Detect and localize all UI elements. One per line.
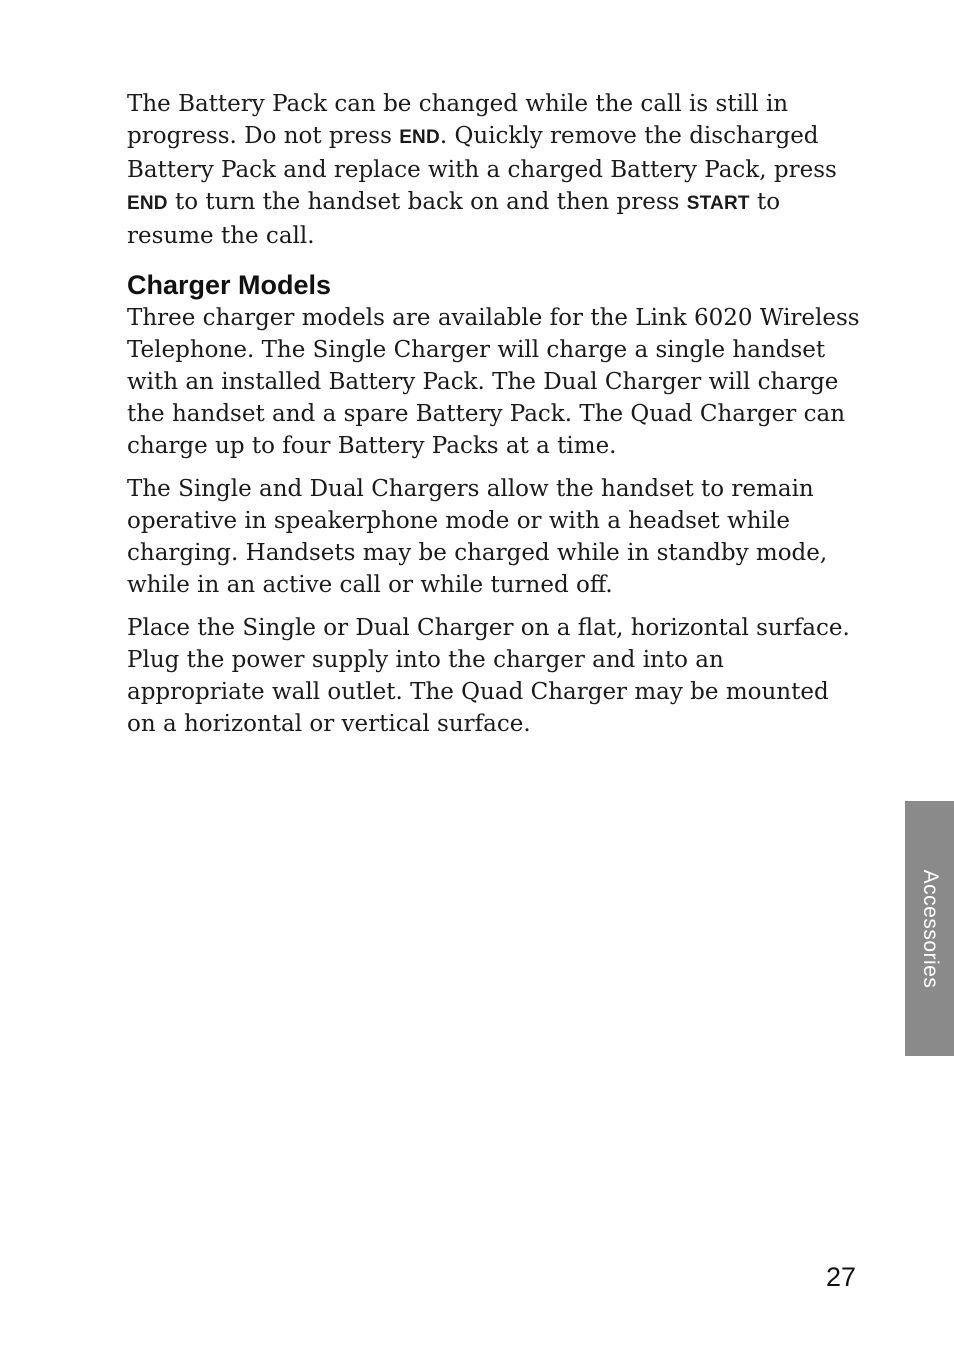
body-paragraph: The Single and Dual Chargers allow the handset to remain operative in speakerphone mode or with a headset while charging. Handsets may be charged while in standby mode, while in an active call or while turned off. xyxy=(127,476,828,598)
end-key-label: END xyxy=(127,193,168,214)
intro-text: to turn the handset back on and then press xyxy=(167,189,687,215)
body-paragraph: Three charger models are available for the Link 6020 Wireless Telephone. The Single Charger will charge a single handset with an installed Battery Pack. The Dual Charger will charge the handset and a spare Battery Pack. The Quad Charger can charge up to four Battery Packs at a time. xyxy=(127,305,860,459)
intro-text: The Battery Pack can be changed while the call is still in progress. Do not press xyxy=(127,91,789,149)
chapter-side-tab xyxy=(905,801,954,1056)
section-heading: Charger Models xyxy=(127,270,332,300)
end-key-label: END xyxy=(399,127,440,148)
intro-text: to resume the call. xyxy=(127,189,781,249)
page-number: 27 xyxy=(826,1262,857,1292)
intro-paragraph xyxy=(127,88,862,252)
body-paragraph: Place the Single or Dual Charger on a flat, horizontal surface. Plug the power supply into the charger and into an appropriate wall outlet. The Quad Charger may be mounted on a horizontal or vertical surface. xyxy=(127,615,850,737)
start-key-label: START xyxy=(686,193,750,214)
intro-text: . Quickly remove the discharged Battery Pack and replace with a charged Battery Pack, press xyxy=(127,123,837,183)
page-content xyxy=(127,88,862,751)
chapter-tab-label: Accessories xyxy=(918,869,942,988)
